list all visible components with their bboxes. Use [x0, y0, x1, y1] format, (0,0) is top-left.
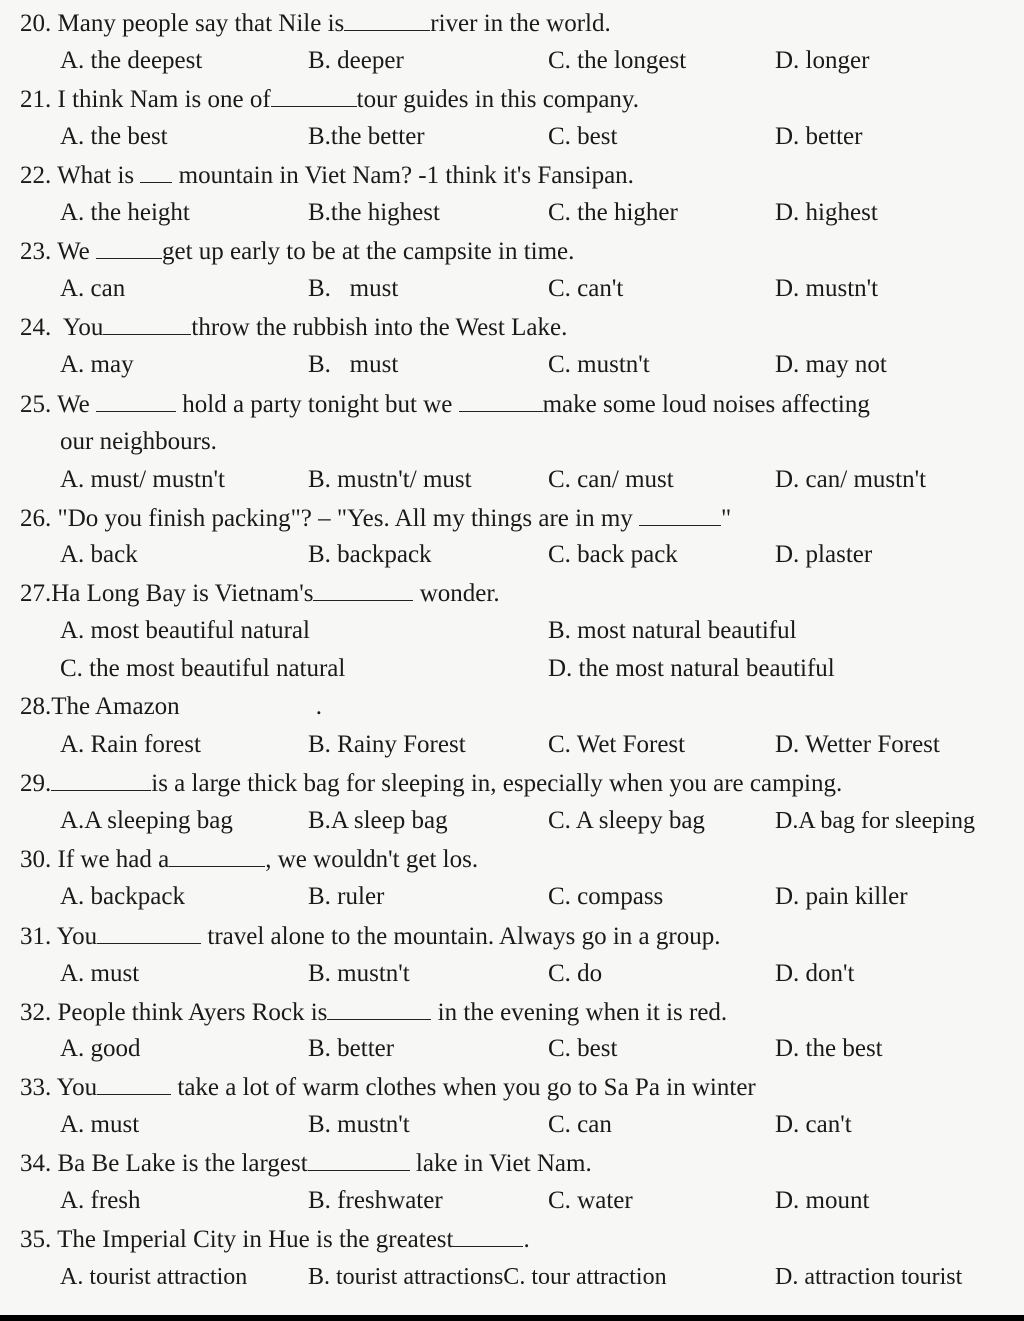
- question-number: 31.: [20, 923, 52, 950]
- question-number: 35.: [20, 1226, 52, 1253]
- question-text: I think Nam is one of: [57, 86, 271, 113]
- question-25: [20, 389, 870, 420]
- option-a: A. tourist attraction: [60, 1264, 248, 1290]
- question-text: , we wouldn't get los.: [265, 846, 479, 873]
- answer-blank: [140, 160, 172, 183]
- question-text: lake in Viet Nam.: [415, 1150, 592, 1177]
- question-27: [20, 578, 500, 609]
- question-34: [20, 1148, 592, 1179]
- question-text: ": [721, 505, 732, 532]
- question-21: [20, 84, 639, 115]
- question-number: 34.: [20, 1150, 52, 1177]
- question-text: Ha Long Bay is Vietnam's: [51, 580, 314, 607]
- question-number: 23.: [20, 238, 52, 265]
- answer-blank: [96, 389, 176, 412]
- option-d: D. pain killer: [775, 883, 908, 910]
- question-text: mountain in Viet Nam? -1 think it's Fansipan.: [178, 162, 634, 189]
- option-d: D. the best: [775, 1035, 883, 1062]
- option-d: D. better: [775, 123, 863, 150]
- option-b-c: B. tourist attractionsC. tour attraction: [308, 1264, 667, 1290]
- question-text: throw the rubbish into the West Lake.: [191, 314, 568, 341]
- option-a: A. the best: [60, 123, 168, 150]
- question-number: 33.: [20, 1074, 52, 1101]
- option-c: C. best: [548, 1035, 618, 1062]
- option-d: D. Wetter Forest: [775, 731, 940, 758]
- question-text: .: [523, 1226, 530, 1253]
- question-31: [20, 921, 720, 952]
- option-b: B. must: [308, 275, 399, 302]
- question-number: 24.: [20, 314, 52, 341]
- option-d: D. attraction tourist: [775, 1264, 963, 1290]
- option-a: A. good: [60, 1035, 141, 1062]
- option-a: A. the deepest: [60, 47, 203, 74]
- option-a: A. back: [60, 541, 138, 568]
- option-d: D. can't: [775, 1111, 852, 1138]
- option-a: A. most beautiful natural: [60, 617, 310, 644]
- question-text: "Do you finish packing"? – "Yes. All my things are in my: [57, 505, 633, 532]
- question-text: wonder.: [419, 580, 500, 607]
- question-26: [20, 503, 731, 534]
- answer-blank: [313, 578, 413, 601]
- option-b: B. must: [308, 351, 399, 378]
- option-c: C. can't: [548, 275, 624, 302]
- option-c: C. can/ must: [548, 466, 674, 493]
- question-text: You: [56, 923, 98, 950]
- answer-blank: [271, 84, 357, 107]
- bottom-border: [0, 1315, 1024, 1321]
- answer-blank: [96, 236, 162, 259]
- option-b: B.the highest: [308, 199, 440, 226]
- option-c: C. the most beautiful natural: [60, 655, 346, 682]
- question-text: Many people say that Nile is: [57, 10, 345, 37]
- option-b: B.the better: [308, 123, 425, 150]
- question-30: [20, 844, 478, 875]
- option-b: B. better: [308, 1035, 395, 1062]
- option-c: C. best: [548, 123, 618, 150]
- question-number: 22.: [20, 162, 52, 189]
- option-c: C. water: [548, 1187, 633, 1214]
- option-d: D. mount: [775, 1187, 870, 1214]
- option-c: C. can: [548, 1111, 612, 1138]
- question-text: We: [57, 391, 90, 418]
- question-number: 21.: [20, 86, 52, 113]
- option-c: C. the higher: [548, 199, 678, 226]
- question-33: [20, 1072, 756, 1103]
- question-text: river in the world.: [430, 10, 611, 37]
- question-number: 28.: [20, 693, 52, 720]
- question-text: We: [57, 238, 90, 265]
- option-a: A. can: [60, 275, 126, 302]
- question-text: If we had a: [57, 846, 170, 873]
- answer-blank: [344, 8, 430, 31]
- option-d: D. highest: [775, 199, 878, 226]
- option-c: C. mustn't: [548, 351, 650, 378]
- question-28: [20, 692, 322, 722]
- answer-blank: [103, 312, 191, 335]
- question-text: in the evening when it is red.: [437, 999, 728, 1026]
- option-c: C. Wet Forest: [548, 731, 686, 758]
- option-d: D.A bag for sleeping: [775, 808, 975, 834]
- answer-blank: [453, 1224, 523, 1247]
- question-text: take a lot of warm clothes when you go to Sa Pa in winter: [177, 1074, 756, 1101]
- option-c: C. compass: [548, 883, 664, 910]
- question-text: travel alone to the mountain. Always go in a group.: [207, 923, 721, 950]
- option-b: B. most natural beautiful: [548, 617, 797, 644]
- option-c: C. do: [548, 960, 603, 987]
- question-text: hold a party tonight but we: [182, 391, 453, 418]
- option-a: A. may: [60, 351, 134, 378]
- option-c: C. A sleepy bag: [548, 807, 705, 834]
- option-a: A. must/ mustn't: [60, 466, 225, 493]
- option-b: B. mustn't/ must: [308, 466, 472, 493]
- question-text: You: [56, 1074, 98, 1101]
- question-number: 27.: [20, 580, 52, 607]
- question-text: The Amazon: [51, 693, 180, 720]
- option-d: D. mustn't: [775, 275, 879, 302]
- option-d: D. plaster: [775, 541, 873, 568]
- question-23: [20, 236, 574, 267]
- option-c: C. back pack: [548, 541, 678, 568]
- option-d: D. the most natural beautiful: [548, 655, 835, 682]
- option-b: B. backpack: [308, 541, 432, 568]
- option-a: A.A sleeping bag: [60, 807, 233, 834]
- question-text: Ba Be Lake is the largest: [57, 1150, 308, 1177]
- answer-blank: [97, 1072, 171, 1095]
- question-text: You: [62, 314, 104, 341]
- option-b: B. deeper: [308, 47, 404, 74]
- question-text: The Imperial City in Hue is the greatest: [57, 1226, 454, 1253]
- option-a: A. must: [60, 960, 140, 987]
- answer-blank: [459, 389, 543, 412]
- answer-blank: [639, 503, 721, 526]
- question-text: People think Ayers Rock is: [57, 999, 328, 1026]
- answer-blank: [308, 1148, 410, 1171]
- option-d: D. longer: [775, 47, 870, 74]
- question-number: 30.: [20, 846, 52, 873]
- option-a: A. Rain forest: [60, 731, 201, 758]
- question-text: is a large thick bag for sleeping in, especially when you are camping.: [151, 770, 843, 797]
- option-b: B. mustn't: [308, 1111, 410, 1138]
- question-35: [20, 1224, 530, 1255]
- option-a: A. backpack: [60, 883, 185, 910]
- option-d: D. may not: [775, 351, 887, 378]
- option-a: A. the height: [60, 199, 190, 226]
- option-b: B. Rainy Forest: [308, 731, 466, 758]
- question-22: [20, 160, 634, 191]
- question-number: 26.: [20, 505, 52, 532]
- question-text-continued: our neighbours.: [60, 428, 217, 455]
- answer-blank: [97, 921, 201, 944]
- option-a: A. fresh: [60, 1187, 141, 1214]
- option-b: B. ruler: [308, 883, 385, 910]
- question-number: 25.: [20, 391, 52, 418]
- question-number: 32.: [20, 999, 52, 1026]
- answer-blank: [51, 768, 151, 791]
- question-text: make some loud noises affecting: [542, 391, 870, 418]
- question-20: [20, 8, 611, 39]
- question-text: What is: [57, 162, 135, 189]
- option-a: A. must: [60, 1111, 140, 1138]
- question-text: tour guides in this company.: [356, 86, 640, 113]
- question-text: .: [315, 693, 322, 720]
- answer-blank: [169, 844, 265, 867]
- option-b: B.A sleep bag: [308, 807, 448, 834]
- option-d: D. don't: [775, 960, 855, 987]
- question-text: get up early to be at the campsite in time.: [162, 238, 575, 265]
- question-32: [20, 997, 727, 1028]
- option-d: D. can/ mustn't: [775, 466, 927, 493]
- question-number: 29.: [20, 770, 52, 797]
- question-24: [20, 312, 567, 343]
- answer-blank: [327, 997, 431, 1020]
- question-29: [20, 768, 842, 799]
- option-b: B. mustn't: [308, 960, 410, 987]
- option-c: C. the longest: [548, 47, 687, 74]
- question-number: 20.: [20, 10, 52, 37]
- option-b: B. freshwater: [308, 1187, 443, 1214]
